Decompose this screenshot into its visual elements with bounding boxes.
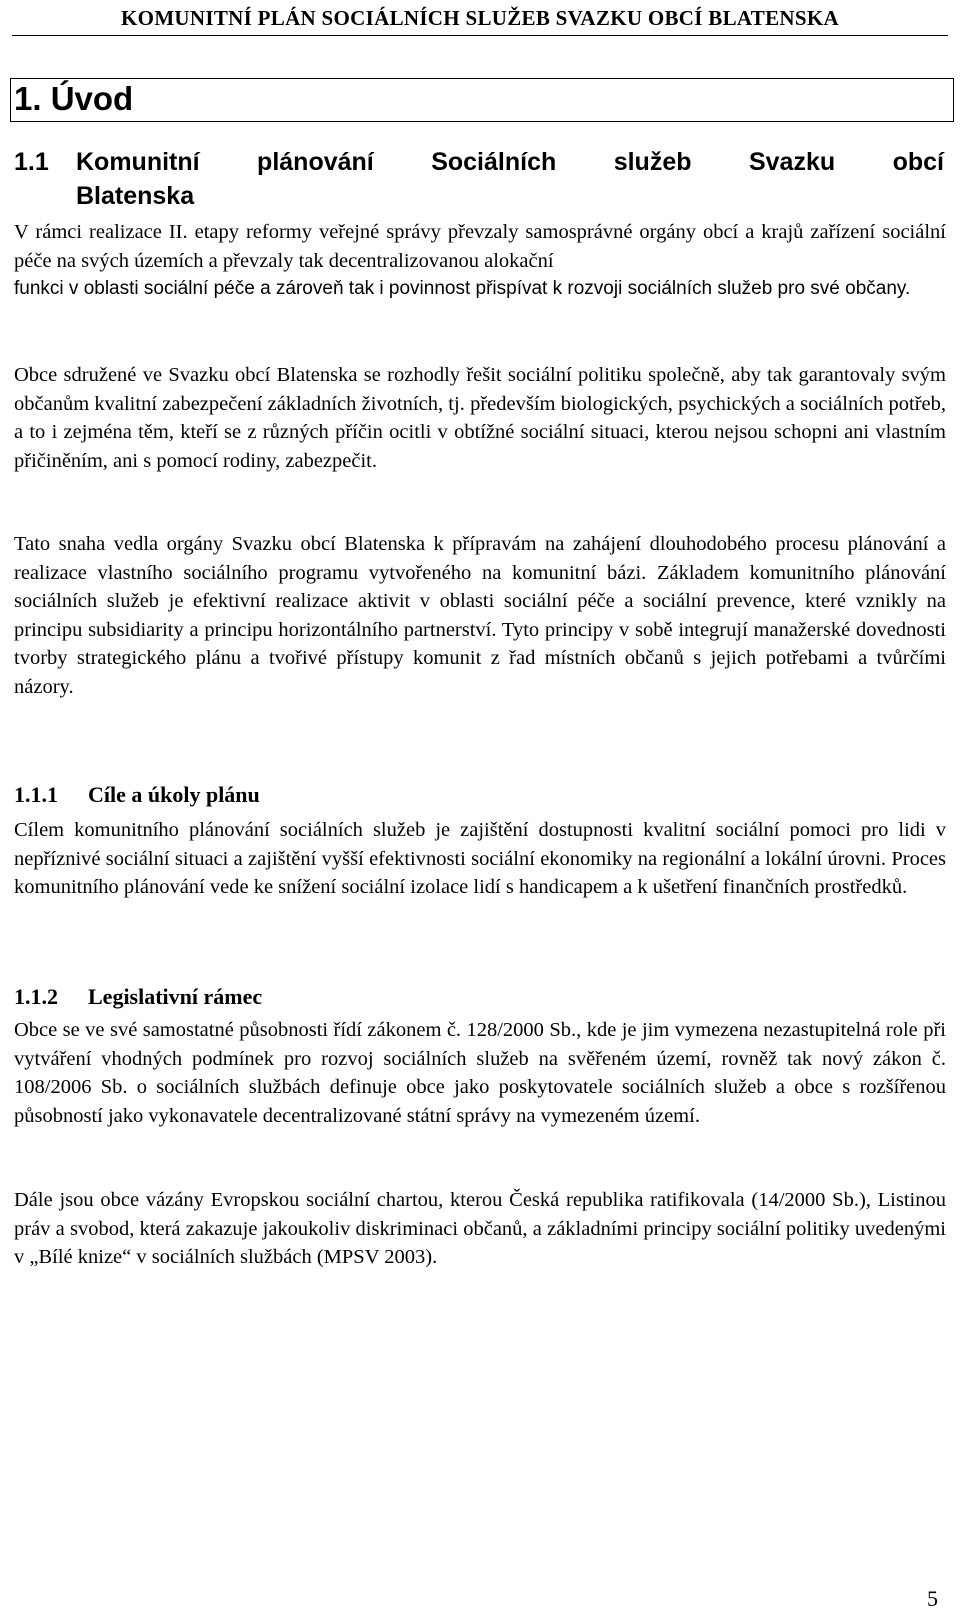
section-heading [14,145,944,213]
page-number: 5 [927,1586,938,1611]
header-divider [12,35,948,36]
section-title-line-1: Komunitní plánování Sociálních služeb Svazku obcí [76,148,944,176]
section-title-line-2: Blatenska [76,182,195,210]
intro-paragraph-sans: funkci v oblasti sociální péče a zároveň tak i povinnost přispívat k rozvoji sociálních služeb pro své občany. [14,278,911,299]
paragraph-obce: Obce sdružené ve Svazku obcí Blatenska se rozhodly řešit sociální politiku společně, aby tak garantovaly svým občanům kvalitní zabezpečení základních životních, tj. především biologických, psychických a sociálních potřeb, a to i zejména těm, kteří se z různých příčin ocitli v obtížné sociální situaci, kterou nejsou schopni ani vlastním přičiněním, ani s pomocí rodiny, zabezpečit. [14,364,946,472]
paragraph-legal-2: Dále jsou obce vázány Evropskou sociální chartou, kterou Česká republika ratifikovala (14/2000 Sb.), Listinou práv a svobod, která zakazuje jakoukoliv diskriminaci občanů, a základními principy sociální politiky uvedenými v „Bílé knize“ v sociálních službách (MPSV 2003). [14,1189,946,1269]
section-number: 1.1 [14,148,49,176]
section-heading-line-1 [14,145,944,179]
subsection-title: Cíle a úkoly plánu [88,782,260,807]
paragraph-tato-snaha: Tato snaha vedla orgány Svazku obcí Blatenska k přípravám na zahájení dlouhodobého procesu plánování a realizace vlastního sociálního programu vytvořeného na komunitní bázi. Základem komunitního plánování sociálních služeb je efektivní realizace aktivit v oblasti sociální péče a sociální prevence, které vznikly na principu subsidiarity a principu horizontálního partnerství. Tyto principy v sobě integrují manažerské dovednosti tvorby strategického plánu a tvořivé přístupy komunit z řad místních občanů s jejich potřebami a tvůrčími názory. [14,533,946,698]
chapter-title: Úvod [50,80,134,117]
paragraph-goals: Cílem komunitního plánování sociálních služeb je zajištění dostupnosti kvalitní sociální pomoci pro lidi v nepříznivé sociální situaci a zajištění vyšší efektivnosti sociální ekonomiky na regionální a lokální úrovni. Proces komunitního plánování vede ke snížení sociální izolace lidí s handicapem a k ušetření finančních prostředků. [14,819,946,899]
subsection-number: 1.1.1 [14,782,58,807]
paragraph-legal-1: Obce se ve své samostatné působnosti řídí zákonem č. 128/2000 Sb., kde je jim vymezena nezastupitelná role při vytváření vhodných podmínek pro rozvoj sociálních služeb na svěřeném území, rovněž tak nový zákon č. 108/2006 Sb. o sociálních službách definuje obce jako poskytovatele sociálních služeb a obce s rozšířenou působností jako vykonavatele decentralizované státní správy na vymezeném území. [14,1019,946,1127]
subsection-heading-legal [14,984,262,1010]
subsection-title: Legislativní rámec [88,984,263,1009]
chapter-number: 1. [14,80,42,117]
intro-paragraph-serif: V rámci realizace II. etapy reformy veřejné správy převzaly samosprávné orgány obcí a krajů zařízení sociální péče na svých územích a převzaly tak decentralizovanou alokační [14,221,946,272]
subsection-number: 1.1.2 [14,984,58,1009]
subsection-heading-goals [14,782,260,808]
chapter-heading [14,80,133,118]
chapter-heading-box [10,78,954,122]
running-header: KOMUNITNÍ PLÁN SOCIÁLNÍCH SLUŽEB SVAZKU OBCÍ BLATENSKA [121,6,839,30]
